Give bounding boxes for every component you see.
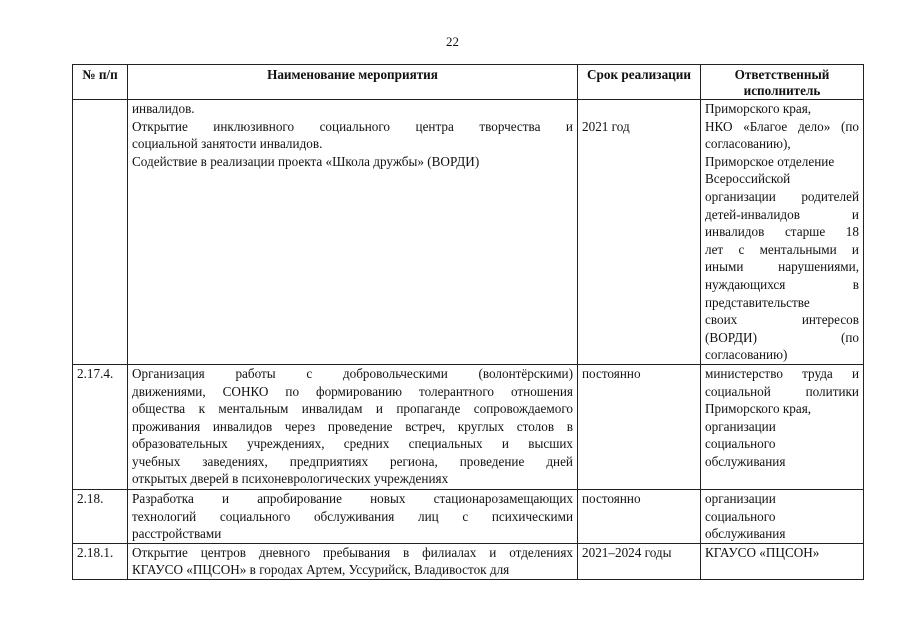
table-row: [73, 543, 864, 579]
executor-line: Всероссийской: [705, 171, 791, 187]
executor-line: иными нарушениями,: [705, 259, 859, 275]
term-line: постоянно: [582, 365, 641, 381]
executor-cell: [701, 100, 864, 365]
row-number-cell: [73, 489, 128, 543]
event-name-line: Организация работы с добровольческими (волонтёрскими): [132, 365, 573, 381]
table-row: [73, 489, 864, 543]
table-row: [73, 100, 864, 365]
executor-line: согласованию),: [705, 136, 791, 152]
event-name-line: КГАУСО «ПЦСОН» в городах Артем, Уссурийск, Владивосток для: [132, 562, 510, 578]
event-name-line: движениями, СОНКО по формированию толерантного отношения: [132, 383, 573, 399]
event-name-line: социальной занятости инвалидов.: [132, 136, 323, 152]
executor-cell: [701, 364, 864, 489]
event-name-line: общества к ментальным инвалидам и пропаганде сопровождаемого: [132, 401, 573, 417]
event-name-line: Содействие в реализации проекта «Школа дружбы» (ВОРДИ): [132, 153, 480, 169]
executor-line: социального: [705, 508, 776, 524]
executor-line: лет с ментальными и: [705, 241, 859, 257]
header-number: № п/п: [73, 65, 128, 100]
term-cell: [578, 364, 701, 489]
page-number: 22: [446, 34, 459, 49]
executor-line: министерство труда и: [705, 365, 859, 381]
executor-line: обслуживания: [705, 453, 786, 469]
term-cell: [578, 489, 701, 543]
event-name-cell: [128, 364, 578, 489]
event-name-line: открытых дверей в психоневрологических учреждениях: [132, 471, 449, 487]
event-name-line: проживания инвалидов через проведение встреч, круглых столов в: [132, 418, 573, 434]
executor-line: согласованию): [705, 347, 788, 363]
table-header-row: [73, 65, 864, 100]
row-number-cell: [73, 364, 128, 489]
event-name-line: Разработка и апробирование новых стационарозамещающих: [132, 490, 573, 506]
executor-line: нуждающихся в: [705, 276, 859, 292]
executor-line: организации родителей: [705, 188, 859, 204]
executor-line: НКО «Благое дело» (по: [705, 118, 859, 134]
row-number-cell: [73, 543, 128, 579]
event-name-line: Открытие центров дневного пребывания в филиалах и отделениях: [132, 544, 573, 560]
term-line: 2021 год: [582, 118, 630, 134]
executor-cell: [701, 543, 864, 579]
executor-line: детей-инвалидов и: [705, 206, 859, 222]
event-name-cell: [128, 543, 578, 579]
term-line: 2021–2024 годы: [582, 544, 672, 560]
executor-line: организации: [705, 490, 776, 506]
term-line: постоянно: [582, 490, 641, 506]
term-cell: [578, 543, 701, 579]
executor-line: инвалидов старше 18: [705, 224, 859, 240]
executor-line: КГАУСО «ПЦСОН»: [705, 544, 820, 560]
event-name-line: учебных заведениях, предприятиях региона, проведение дней: [132, 453, 573, 469]
event-name-line: инвалидов.: [132, 101, 195, 116]
event-name-line: расстройствами: [132, 526, 222, 542]
executor-line: своих интересов: [705, 312, 859, 328]
event-name-line: Открытие инклюзивного социального центра творчества и: [132, 118, 573, 134]
executor-line: социального: [705, 436, 776, 452]
event-name-line: технологий социального обслуживания лиц с психическими: [132, 508, 573, 524]
term-line: [582, 100, 696, 118]
row-number: 2.17.4.: [77, 365, 114, 381]
header-term: Срок реализации: [578, 65, 701, 100]
row-number: 2.18.1.: [77, 544, 114, 560]
row-number-cell: [73, 100, 128, 365]
executor-line: (ВОРДИ) (по: [705, 329, 859, 345]
executor-line: Приморского края,: [705, 401, 812, 417]
executor-cell: [701, 489, 864, 543]
events-table: [72, 64, 864, 580]
executor-line: Приморского края,: [705, 101, 812, 116]
executor-line: обслуживания: [705, 526, 786, 542]
event-name-cell: [128, 100, 578, 365]
header-executor: Ответственный исполнитель: [701, 65, 864, 100]
event-name-line: образовательных учреждениях, средних специальных и высших: [132, 436, 573, 452]
executor-line: Приморское отделение: [705, 153, 835, 169]
executor-line: социальной политики: [705, 383, 859, 399]
term-cell: [578, 100, 701, 365]
table-row: [73, 364, 864, 489]
executor-line: представительстве: [705, 294, 810, 310]
header-name: Наименование мероприятия: [128, 65, 578, 100]
row-number: 2.18.: [77, 490, 104, 506]
executor-line: организации: [705, 418, 776, 434]
event-name-cell: [128, 489, 578, 543]
